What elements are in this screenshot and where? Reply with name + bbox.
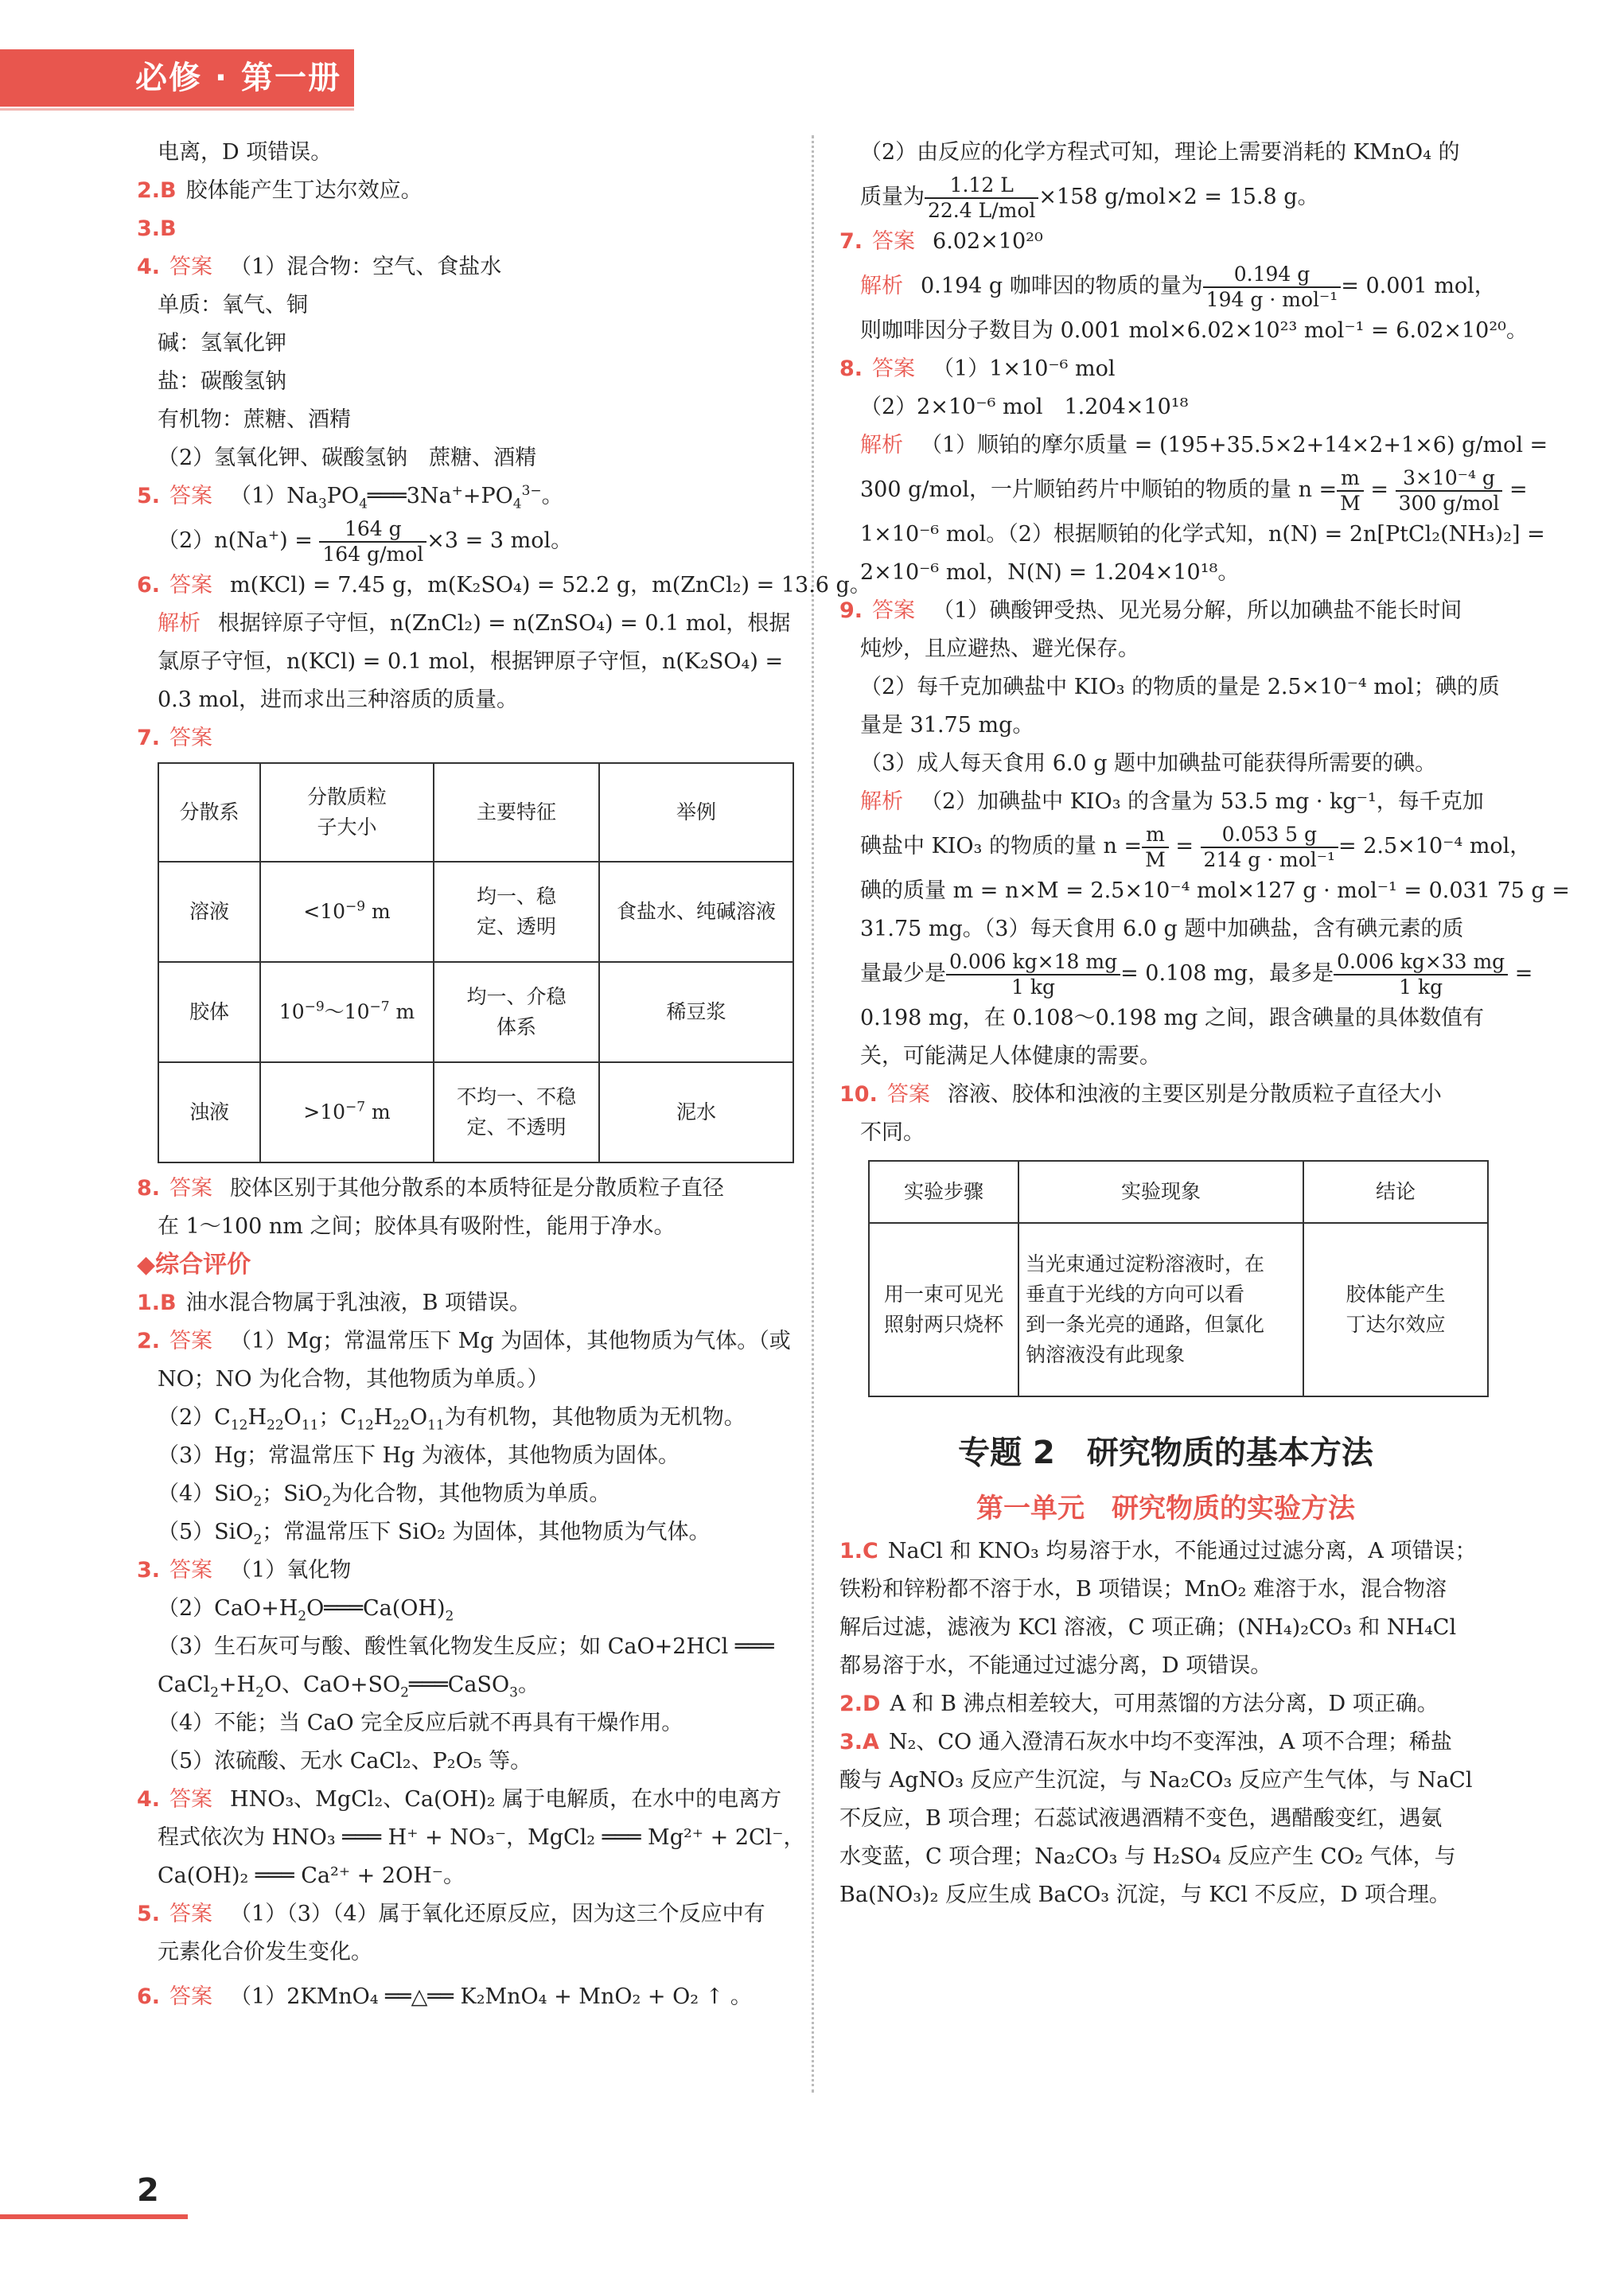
formula-line: 碘盐中 KIO₃ 的物质的量 n = $\frac{m}{M}$ = $\frac{0.053 5 g}{\text{214 g · mol⁻¹}}$ = 2.5×10⁻⁴ mol， [860,822,1532,871]
answer-item: 4. 答案 （1）混合物：空气、食盐水 [137,255,502,279]
analysis-line: 解析 根据锌原子守恒，n(ZnCl₂) = n(ZnSO₄) = 0.1 mol，根据 [158,611,791,636]
column-divider [812,135,814,2093]
analysis-line: 解析 （2）加碘盐中 KIO₃ 的含量为 53.5 mg · kg⁻¹，每千克加 [860,789,1484,814]
topic-title: 专题 2 研究物质的基本方法 [958,1435,1373,1471]
answer-item: 8. 答案 胶体区别于其他分散系的本质特征是分散质粒子直径 [137,1176,725,1201]
answer-item: 7. 答案 [137,726,213,750]
unit-title: 第一单元 研究物质的实验方法 [976,1493,1355,1525]
section-title: ◆综合评价 [137,1251,251,1279]
text-line: 则咖啡因分子数目为 0.001 mol×6.02×10²³ mol⁻¹ = 6.02×10²⁰。 [860,318,1529,343]
text-line: 1×10⁻⁶ mol。（2）根据顺铂的化学式知，n(N) = 2n[PtCl₂(NH₃)₂] = [860,522,1545,547]
text-line: $CaCl_2+H_2O$、$CaO+SO_2═══CaSO_3$。 [158,1672,539,1701]
text-line: （2）由反应的化学方程式可知，理论上需要消耗的 KMnO₄ 的 [860,140,1460,165]
page-number: 2 [137,2172,159,2209]
text-line: 元素化合价发生变化。 [158,1940,372,1965]
text-line: Ca(OH)₂ ═══ Ca²⁺ + 2OH⁻。 [158,1863,465,1888]
answer-item: 1.B 油水混合物属于乳浊液，B 项错误。 [137,1291,532,1315]
text-line: （2）氢氧化钾、碳酸氢钠 蔗糖、酒精 [158,446,537,470]
text-line: 31.75 mg。（3）每天食用 6.0 g 题中加碘盐，含有碘元素的质 [860,917,1464,941]
answer-item: 2. 答案 （1）Mg；常温常压下 Mg 为固体，其他物质为气体。（或 [137,1329,791,1353]
text-line: 铁粉和锌粉都不溶于水，B 项错误；MnO₂ 难溶于水，混合物溶 [839,1577,1447,1602]
answer-item: 5. 答案 $(1)Na_3PO_4═══3Na^++PO_4^{3-}$。 [137,483,563,512]
text-line: Ba(NO₃)₂ 反应生成 BaCO₃ 沉淀，与 KCl 不反应，D 项合理。 [839,1883,1451,1907]
text-line: $(2)C_{12}H_{22}O_{11}$；$C_{12}H_{22}O_{11}$为有机物，其他物质为无机物。 [158,1405,746,1434]
answer-item: 2.D A 和 B 沸点相差较大，可用蒸馏的方法分离，D 项正确。 [839,1692,1439,1716]
answer-item: 10. 答案 溶液、胶体和浊液的主要区别是分散质粒子直径大小 [839,1082,1442,1107]
answer-item: 7. 答案 6.02×10²⁰ [839,229,1043,254]
answer-item: 3.A N₂、CO 通入澄清石灰水中均不变浑浊，A 项不合理；稀盐 [839,1730,1452,1754]
text-line: 不同。 [860,1120,925,1145]
formula-line: 量最少是 $\frac{0.006 kg\times 18 mg}{1 kg}$ = 0.108 mg，最多是 $\frac{0.006 kg\times 33 mg}{1 kg}$ = [860,949,1533,999]
text-line: （5）SiO$_2$；常温常压下 SiO₂ 为固体，其他物质为气体。 [158,1520,711,1548]
page-number-underline [0,2214,188,2219]
text-line: （2）每千克加碘盐中 KIO₃ 的物质的量是 2.5×10⁻⁴ mol；碘的质 [860,675,1500,699]
analysis-line: 解析 （1）顺铂的摩尔质量 = (195+35.5×2+14×2+1×6) g/mol = [860,433,1548,458]
text-line: （4）SiO$_2$；SiO$_2$为化合物，其他物质为单质。 [158,1482,611,1510]
answer-item: 6. 答案 （1）2KMnO₄ ══△══ K₂MnO₄ + MnO₂ + O₂ ↑ 。 [137,1984,752,2009]
text-line: 不反应，B 项合理；石蕊试液遇酒精不变色，遇醋酸变红，遇氨 [839,1806,1443,1831]
text-line: $(2)CaO+H_2O═══Ca(OH)_2$ [158,1596,454,1625]
text-line: NO；NO 为化合物，其他物质为单质。） [158,1367,549,1392]
text-line: 量是 31.75 mg。 [860,713,1034,738]
text-line: 程式依次为 HNO₃ ═══ H⁺ + NO₃⁻，MgCl₂ ═══ Mg²⁺ + 2Cl⁻， [158,1825,805,1850]
text-line: 电离，D 项错误。 [158,140,333,165]
analysis-line: 解析 0.194 g 咖啡因的物质的量为 $\frac{0.194 g}{\text{194 g · mol⁻¹}}$ = 0.001 mol， [860,262,1496,311]
answer-item: 1.C NaCl 和 KNO₃ 均易溶于水，不能通过过滤分离，A 项错误； [839,1539,1477,1563]
answer-item: 4. 答案 HNO₃、MgCl₂、Ca(OH)₂ 属于电解质，在水中的电离方 [137,1787,782,1812]
text-line: 2×10⁻⁶ mol，N(N) = 1.204×10¹⁸。 [860,560,1240,585]
text-line: 都易溶于水，不能通过过滤分离，D 项错误。 [839,1653,1272,1678]
text-line: （2）2×10⁻⁶ mol 1.204×10¹⁸ [860,395,1189,419]
header-label: 必修 · 第一册 [135,60,342,96]
text-line: 氯原子守恒，n(KCl) = 0.1 mol，根据钾原子守恒，n(K₂SO₄) = [158,649,784,674]
text-line: 0.3 mol，进而求出三种溶质的质量。 [158,687,519,712]
header-underline [0,108,354,111]
right-column [839,134,1570,1914]
formula-line: 300 g/mol，一片顺铂药片中顺铂的物质的量 n = $\frac{m}{M}$ = $\frac{\text{3×10⁻⁴ g}}{\text{300 g/mol}}$ = [860,465,1528,515]
text-line: 水变蓝，C 项合理；Na₂CO₃ 与 H₂SO₄ 反应产生 CO₂ 气体，与 [839,1844,1456,1869]
text-line: 碱：氢氧化钾 [158,331,286,356]
answer-item: 3.B [137,216,177,241]
answer-item: 3. 答案 （1）氧化物 [137,1558,352,1583]
answer-item: 6. 答案 m(KCl) = 7.45 g，m(K₂SO₄) = 52.2 g，m(ZnCl₂) = 13.6 g。 [137,573,871,598]
answer-item: 2.B 胶体能产生丁达尔效应。 [137,178,423,203]
text-line: 单质：氧气、铜 [158,293,308,317]
answer-item: 5. 答案 （1）（3）（4）属于氧化还原反应，因为这三个反应中有 [137,1902,765,1926]
text-line: （3）生石灰可与酸、酸性氧化物发生反应；如 CaO+2HCl ═══ [158,1634,774,1659]
formula-line: （2）n(Na+) = $\frac{164 g}{\text{164 g/mol}}$ ×3 = 3 mol。 [158,516,573,566]
dispersion-table: 分散系 分散质粒 子大小 主要特征 举例 溶液 $<10^{-9}$ m 均一、稳 定、透明 食盐水、纯碱溶液 胶体 $10^{-9}\sim 10^{-7}$ m 均一、介稳 体系 稀豆浆 浊液 $>10^{-7}$ m 不均一、不稳 定、不透明 泥水 [158,762,794,1163]
text-line: （3）成人每天食用 6.0 g 题中加碘盐可能获得所需要的碘。 [860,751,1437,776]
text-line: 解后过滤，滤液为 KCl 溶液，C 项正确；(NH₄)₂CO₃ 和 NH₄Cl [839,1615,1457,1640]
text-line: 酸与 AgNO₃ 反应产生沉淀，与 Na₂CO₃ 反应产生气体，与 NaCl [839,1768,1473,1793]
text-line: 盐：碳酸氢钠 [158,369,286,394]
left-column [137,134,871,2023]
formula-line: 质量为 $\frac{1.12 L}{\text{22.4 L/mol}}$ ×158 g/mol×2 = 15.8 g。 [860,173,1319,222]
text-line: 关，可能满足人体健康的需要。 [860,1044,1161,1069]
text-line: 在 1～100 nm 之间；胶体具有吸附性，能用于净水。 [158,1214,676,1239]
text-line: 碘的质量 m = n×M = 2.5×10⁻⁴ mol×127 g · mol⁻¹ = 0.031 75 g = [860,878,1570,903]
text-line: 炖炒，且应避热、避光保存。 [860,637,1139,661]
text-line: （4）不能；当 CaO 完全反应后就不再具有干燥作用。 [158,1711,683,1735]
text-line: 有机物：蔗糖、酒精 [158,407,351,432]
text-line: （5）浓硫酸、无水 CaCl₂、P₂O₅ 等。 [158,1749,532,1774]
answer-item: 8. 答案 （1）1×10⁻⁶ mol [839,356,1116,381]
text-line: 0.198 mg，在 0.108～0.198 mg 之间，跟含碘量的具体数值有 [860,1006,1484,1030]
experiment-table: 实验步骤 实验现象 结论 用一束可见光 照射两只烧杯 当光束通过淀粉溶液时，在 垂直于光线的方向可以看 到一条光亮的通路，但氯化 钠溶液没有此现象 胶体能产生 丁达尔效应 [868,1160,1489,1397]
text-line: （3）Hg；常温常压下 Hg 为液体，其他物质为固体。 [158,1443,680,1468]
answer-item: 9. 答案 （1）碘酸钾受热、见光易分解，所以加碘盐不能长时间 [839,598,1462,623]
